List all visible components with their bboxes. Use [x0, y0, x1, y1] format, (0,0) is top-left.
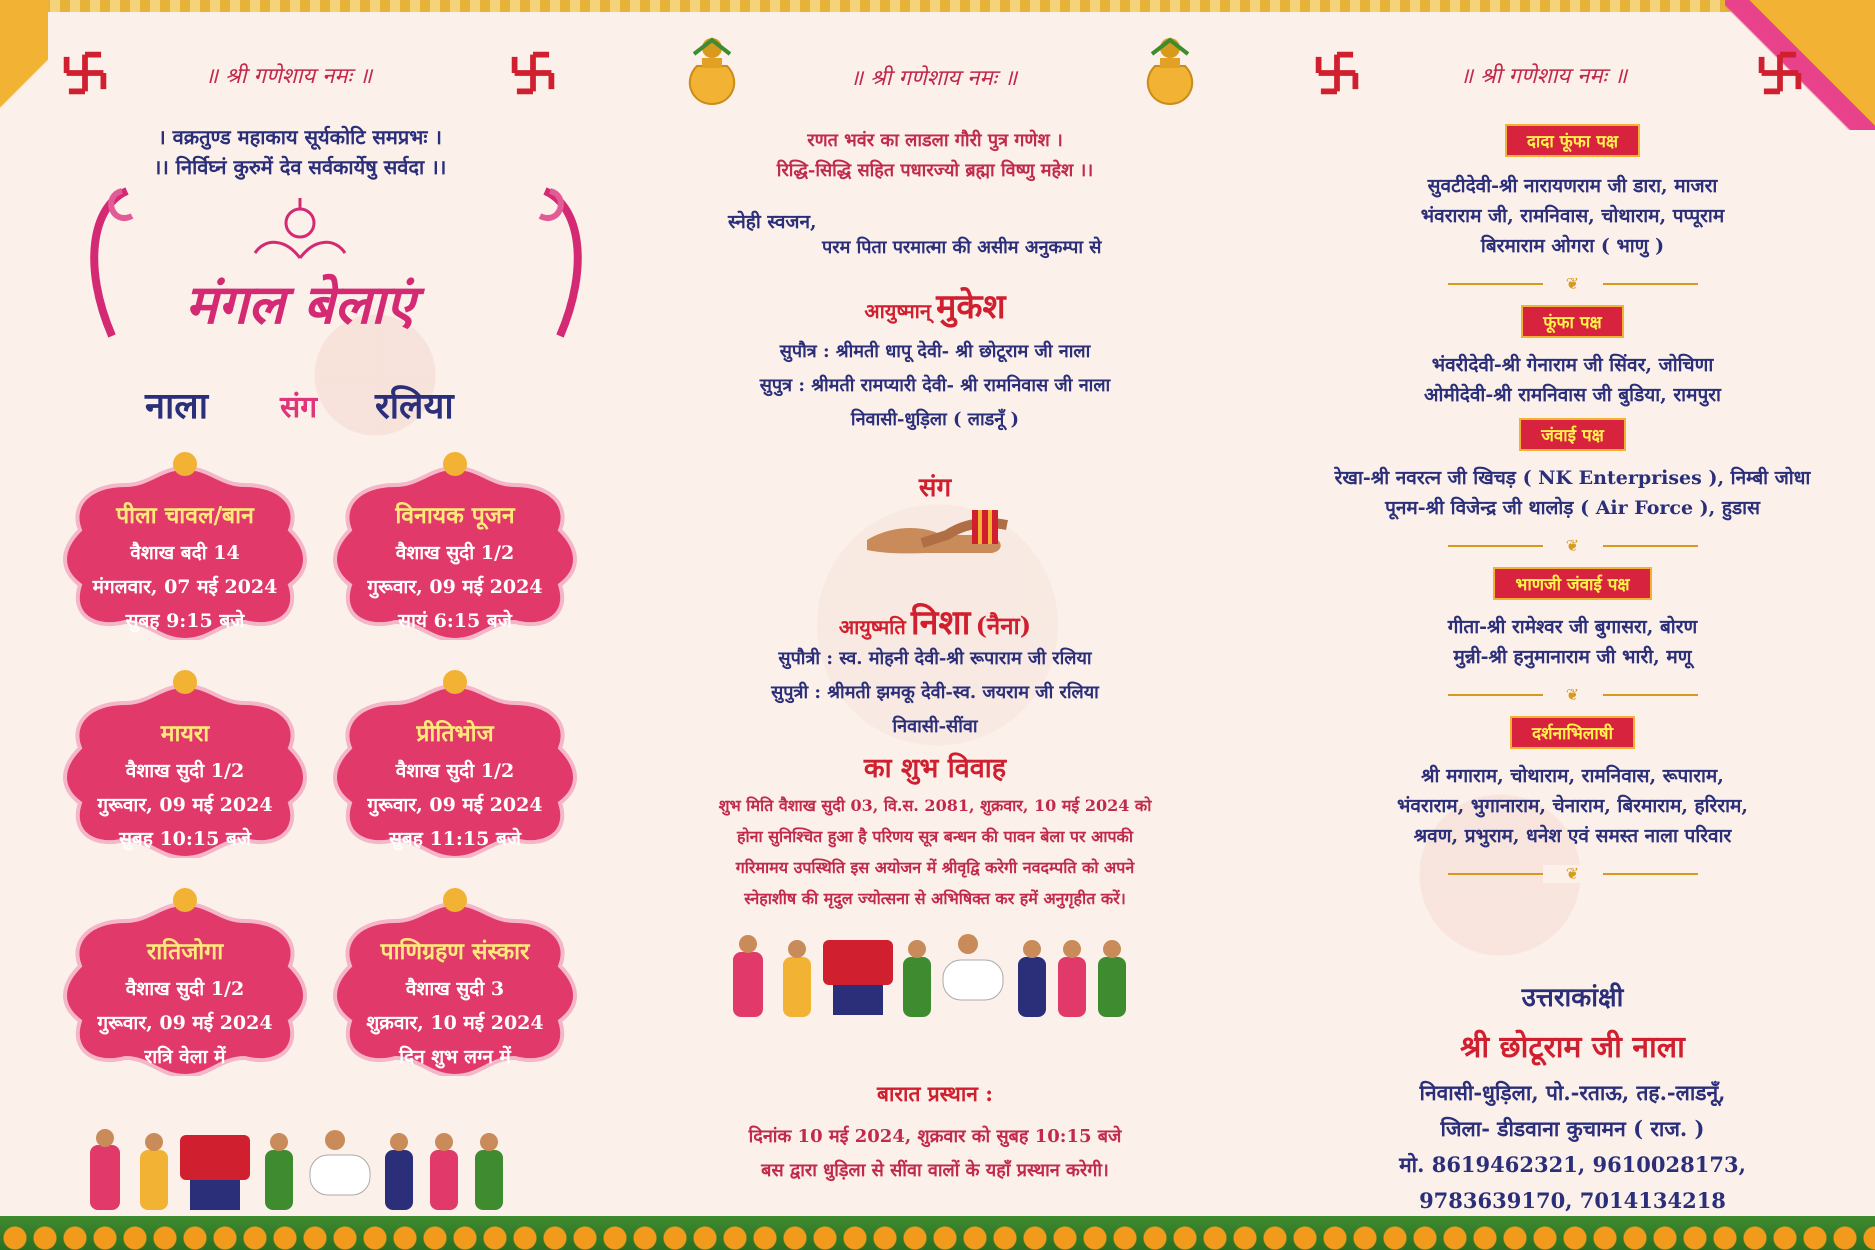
swastik-icon: [62, 50, 108, 96]
section-badge: दादा फूंफा पक्ष: [1505, 124, 1640, 157]
ganesh-salutation: ॥ श्री गणेशाय नमः ॥: [850, 66, 1018, 91]
bride-prefix: आयुष्मति: [838, 615, 906, 639]
swastik-icon: [510, 50, 556, 96]
groom-prefix: आयुष्मान्: [864, 299, 931, 323]
event-time: सायं 6:15 बजे: [398, 610, 512, 632]
family-member-line: ओमीदेवी-श्री रामनिवास जी बुडिया, रामपुरा: [1424, 384, 1721, 406]
joined-hands-icon: [862, 505, 1012, 560]
host-address-line: जिला- डीडवाना कुचामन ( राज. ): [1440, 1116, 1705, 1141]
event-card: [330, 450, 580, 640]
ganesh-trunk-left-icon: [82, 186, 142, 346]
event-title: विनायक पूजन: [395, 502, 515, 529]
invitation-paragraph-line: होना सुनिश्चित हुआ है परिणय सूत्र बन्धन की पावन बेला पर आपकी: [737, 827, 1133, 846]
sang-label: संग: [918, 473, 952, 503]
marigold-garland-border: [0, 1216, 1875, 1250]
event-card: [60, 450, 310, 640]
family-list: [1290, 124, 1855, 895]
section-badge: फूंफा पक्ष: [1521, 305, 1623, 338]
event-title: प्रीतिभोज: [416, 720, 494, 747]
section-badge: जंवाई पक्ष: [1519, 418, 1626, 451]
event-tithi: वैशाख बदी 14: [130, 542, 240, 564]
invitation-paragraph-line: स्नेहाशीष की मृदुल ज्योत्सना से अभिषिक्त कर हमें अनुगृहीत करें।: [744, 889, 1126, 908]
wedding-procession-illustration: [80, 1120, 540, 1215]
family-section: [1290, 716, 1855, 883]
bride-parents: सुपुत्री : श्रीमती झमकू देवी-स्व. जयराम जी रलिया: [771, 682, 1099, 703]
host-phone-line: 9783639170, 7014134218: [1419, 1188, 1726, 1213]
event-title: पाणिग्रहण संस्कार: [380, 938, 530, 965]
greeting-line-2: परम पिता परमात्मा की असीम अनुकम्पा से: [822, 237, 1102, 258]
ornamental-divider: ❦: [1448, 537, 1698, 555]
kalash-icon: [1140, 36, 1200, 106]
kalash-icon: [682, 36, 742, 106]
event-time: सुबह 11:15 बजे: [389, 828, 521, 850]
invocation-verse-2: रिद्धि-सिद्धि सहित पधारज्यो ब्रह्मा विष्णु महेश ।।: [776, 160, 1094, 181]
family-member-line: बिरमाराम ओगरा ( भाणु ): [1480, 235, 1665, 257]
event-tithi: वैशाख सुदी 1/2: [395, 542, 515, 564]
family-member-line: सुवटीदेवी-श्री नारायणराम जी डारा, माजरा: [1427, 175, 1718, 197]
event-tithi: वैशाख सुदी 1/2: [125, 760, 245, 782]
baraat-line: दिनांक 10 मई 2024, शुक्रवार को सुबह 10:15 बजे: [748, 1126, 1122, 1147]
shubh-vivah-heading: का शुभ विवाह: [863, 753, 1007, 784]
family-section: [1290, 567, 1855, 704]
event-card: [60, 668, 310, 858]
event-tithi: वैशाख सुदी 3: [405, 978, 505, 1000]
wedding-procession-illustration: [728, 922, 1138, 1022]
groom-family-name: नाला: [145, 385, 209, 427]
family-section: [1290, 305, 1855, 410]
host-phone-line: मो. 8619462321, 9610028173,: [1399, 1152, 1746, 1177]
family-member-line: श्रवण, प्रभुराम, धनेश एवं समस्त नाला परिवार: [1413, 825, 1732, 847]
event-time: सुबह 9:15 बजे: [125, 610, 245, 632]
event-date: गुरूवार, 09 मई 2024: [97, 794, 273, 816]
event-time: दिन शुभ लग्न में: [399, 1046, 511, 1068]
invitation-paragraph-line: शुभ मिति वैशाख सुदी 03, वि.स. 2081, शुक्रवार, 10 मई 2024 को: [718, 796, 1152, 815]
event-card: [330, 668, 580, 858]
section-badge: भाणजी जंवाई पक्ष: [1493, 567, 1651, 600]
family-member-line: मुन्नी-श्री हनुमानाराम जी भारी, मणू: [1453, 646, 1692, 668]
swastik-icon: [1757, 50, 1803, 96]
event-date: गुरूवार, 09 मई 2024: [367, 576, 543, 598]
event-time: रात्रि वेला में: [144, 1046, 226, 1068]
family-member-line: रेखा-श्री नवरत्न जी खिचड़ ( NK Enterprises ), निम्बी जोधा: [1334, 467, 1811, 489]
event-date: शुक्रवार, 10 मई 2024: [366, 1012, 544, 1034]
right-panel: [1270, 0, 1875, 1216]
baraat-line: बस द्वारा धुड़िला से सींवा वालों के यहाँ प्रस्थान करेगी।: [761, 1160, 1109, 1181]
event-date: मंगलवार, 07 मई 2024: [92, 576, 278, 598]
event-title: रातिजोगा: [146, 938, 224, 965]
event-title: मायरा: [160, 720, 210, 747]
shlok-line-1: । वक्रतुण्ड महाकाय सूर्यकोटि समप्रभः ।: [158, 125, 442, 149]
ganesh-trunk-right-icon: [530, 186, 590, 346]
event-date: गुरूवार, 09 मई 2024: [97, 1012, 273, 1034]
section-badge: दर्शनाभिलाषी: [1510, 716, 1635, 749]
event-time: सुबह 10:15 बजे: [119, 828, 251, 850]
bride-grandparents: सुपौत्री : स्व. मोहनी देवी-श्री रूपाराम जी रलिया: [778, 648, 1092, 669]
bride-family-name: रलिया: [375, 385, 454, 427]
event-card: [60, 886, 310, 1076]
groom-grandparents: सुपौत्र : श्रीमती धापू देवी- श्री छोटूराम जी नाला: [779, 341, 1091, 362]
shlok-line-2: ।। निर्विघ्नं कुरुमें देव सर्वकार्येषु सर्वदा ।।: [153, 155, 447, 179]
event-title: पीला चावल/बान: [116, 502, 254, 529]
invitation-paragraph-line: गरिमामय उपस्थिति इस अयोजन में श्रीवृद्वि करेगी नवदम्पति को अपने: [735, 858, 1135, 877]
baraat-heading: बारात प्रस्थान :: [876, 1081, 993, 1106]
ornamental-divider: ❦: [1448, 686, 1698, 704]
ornamental-divider: ❦: [1448, 865, 1698, 883]
ornamental-divider: ❦: [1448, 275, 1698, 293]
middle-panel: [600, 0, 1270, 1216]
family-member-line: गीता-श्री रामेश्वर जी बुगासरा, बोरण: [1447, 616, 1698, 638]
groom-name: मुकेश: [936, 287, 1006, 327]
uttarakanshi-label: उत्तराकांक्षी: [1521, 983, 1624, 1013]
mangal-belaen-title: मंगल बेलाएं: [185, 272, 415, 336]
host-name: श्री छोटूराम जी नाला: [1460, 1030, 1685, 1065]
swastik-icon: [1314, 50, 1360, 96]
ganesh-salutation: ॥ श्री गणेशाय नमः ॥: [205, 64, 373, 89]
groom-parents: सुपुत्र : श्रीमती रामप्यारी देवी- श्री रामनिवास जी नाला: [759, 375, 1111, 396]
family-member-line: पूनम-श्री विजेन्द्र जी थालोड़ ( Air Force ), हुडास: [1385, 497, 1760, 519]
family-member-line: भंवराराम जी, रामनिवास, चोथाराम, पप्पूराम: [1420, 205, 1725, 227]
bride-residence: निवासी-सींवा: [892, 716, 978, 737]
family-member-line: भंवराराम, भुगानाराम, चेनाराम, बिरमाराम, हरिराम,: [1397, 795, 1748, 817]
left-panel: [0, 0, 600, 1216]
groom-residence: निवासी-धुड़िला ( लाडनूँ ): [850, 409, 1020, 430]
family-section: [1290, 124, 1855, 293]
invocation-verse-1: रणत भवंर का लाडला गौरी पुत्र गणेश ।: [807, 130, 1063, 151]
bride-nickname: (नैना): [975, 611, 1032, 640]
ganesh-salutation: ॥ श्री गणेशाय नमः ॥: [1460, 64, 1628, 89]
weds-mark: संग: [280, 390, 318, 425]
family-member-line: भंवरीदेवी-श्री गेनाराम जी सिंवर, जोचिणा: [1431, 354, 1714, 376]
family-member-line: श्री मगाराम, चोथाराम, रामनिवास, रूपाराम,: [1421, 765, 1724, 787]
event-date: गुरूवार, 09 मई 2024: [367, 794, 543, 816]
bride-name: निशा: [910, 603, 971, 643]
floral-motif-icon: [245, 198, 355, 268]
event-tithi: वैशाख सुदी 1/2: [125, 978, 245, 1000]
event-tithi: वैशाख सुदी 1/2: [395, 760, 515, 782]
greeting: स्नेही स्वजन,: [728, 211, 817, 233]
host-address-line: निवासी-धुड़िला, पो.-रताऊ, तह.-लाडनूँ,: [1419, 1080, 1726, 1105]
family-section: [1290, 418, 1855, 555]
event-card: [330, 886, 580, 1076]
